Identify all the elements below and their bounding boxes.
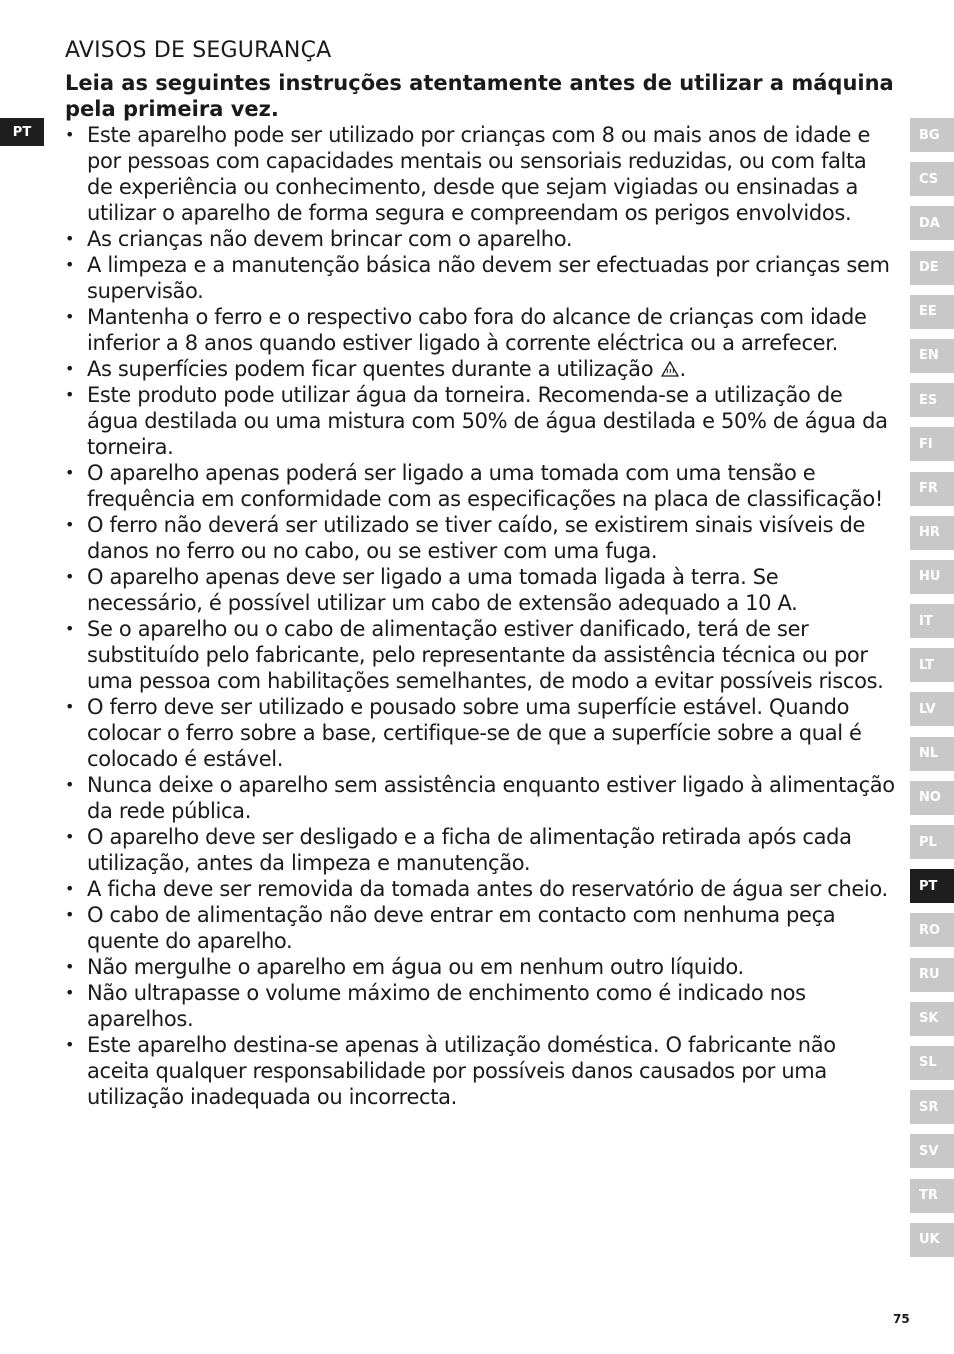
safety-list: [65, 122, 895, 1110]
lang-tab-lt[interactable]: LT: [910, 648, 954, 682]
list-item: [65, 512, 895, 564]
list-item: [65, 252, 895, 304]
lang-tab-ro[interactable]: RO: [910, 913, 954, 947]
safety-content: [65, 36, 895, 1110]
item-text: A limpeza e a manutenção básica não devem ser efectuadas por crianças sem supervisão.: [87, 253, 890, 303]
list-item: [65, 304, 895, 356]
item-text: O ferro deve ser utilizado e pousado sobre uma superfície estável. Quando colocar o ferro sobre a base, certifique-se de que a superfície sobre a qual é colocado é estável.: [87, 695, 862, 771]
lang-tab-tr[interactable]: TR: [910, 1179, 954, 1213]
list-item: [65, 460, 895, 512]
list-item: [65, 694, 895, 772]
list-item: [65, 824, 895, 876]
item-text: Este produto pode utilizar água da torneira. Recomenda-se a utilização de água destilada ou uma mistura com 50% de água destilada e 50% de água da torneira.: [87, 383, 888, 459]
item-text: Não ultrapasse o volume máximo de enchimento como é indicado nos aparelhos.: [87, 981, 806, 1031]
lang-tab-en[interactable]: EN: [910, 339, 954, 373]
lang-tab-it[interactable]: IT: [910, 604, 954, 638]
item-text: A ficha deve ser removida da tomada antes do reservatório de água ser cheio.: [87, 877, 888, 901]
lang-tab-de[interactable]: DE: [910, 251, 954, 285]
item-text: Nunca deixe o aparelho sem assistência enquanto estiver ligado à alimentação da rede pública.: [87, 773, 895, 823]
item-text: Este aparelho pode ser utilizado por crianças com 8 ou mais anos de idade e por pessoas com capacidades mentais ou sensoriais reduzidas, ou com falta de experiência ou conhecimento, desde que sejam vigiadas ou ensinadas a utilizar o aparelho de forma segura e compreendam os perigos envolvidos.: [87, 123, 871, 225]
lang-tab-da[interactable]: DA: [910, 206, 954, 240]
lang-tab-sv[interactable]: SV: [910, 1134, 954, 1168]
lang-tab-no[interactable]: NO: [910, 781, 954, 815]
list-item: [65, 616, 895, 694]
item-text: Este aparelho destina-se apenas à utilização doméstica. O fabricante não aceita qualquer responsabilidade por possíveis danos causados por uma utilização inadequada ou incorrecta.: [87, 1033, 836, 1109]
list-item: [65, 902, 895, 954]
lang-tab-ru[interactable]: RU: [910, 958, 954, 992]
item-text: O aparelho apenas deve ser ligado a uma tomada ligada à terra. Se necessário, é possível utilizar um cabo de extensão adequado a 10 A.: [87, 565, 798, 615]
lang-tab-lv[interactable]: LV: [910, 692, 954, 726]
intro-text: Leia as seguintes instruções atentamente antes de utilizar a máquina pela primeira vez.: [65, 71, 894, 121]
lang-tab-cs[interactable]: CS: [910, 162, 954, 196]
list-item: [65, 564, 895, 616]
item-text: Não mergulhe o aparelho em água ou em nenhum outro líquido.: [87, 955, 744, 979]
list-item: [65, 980, 895, 1032]
item-text: As crianças não devem brincar com o aparelho.: [87, 227, 573, 251]
lang-tab-fi[interactable]: FI: [910, 427, 954, 461]
list-item: [65, 954, 895, 980]
page-number: 75: [893, 1312, 910, 1326]
lang-tab-sr[interactable]: SR: [910, 1090, 954, 1124]
lang-tab-hr[interactable]: HR: [910, 516, 954, 550]
list-item: [65, 122, 895, 226]
lang-tab-pl[interactable]: PL: [910, 825, 954, 859]
lang-tab-bg[interactable]: BG: [910, 118, 954, 152]
current-language-tab: PT: [0, 118, 44, 146]
item-text: Mantenha o ferro e o respectivo cabo fora do alcance de crianças com idade inferior a 8 anos quando estiver ligado à corrente eléctrica ou a arrefecer.: [87, 305, 867, 355]
lang-tab-pt[interactable]: PT: [910, 869, 954, 903]
item-text: O aparelho apenas poderá ser ligado a uma tomada com uma tensão e frequência em conformidade com as especificações na placa de classificação!: [87, 461, 883, 511]
lang-tab-sl[interactable]: SL: [910, 1046, 954, 1080]
item-text: O cabo de alimentação não deve entrar em contacto com nenhuma peça quente do aparelho.: [87, 903, 836, 953]
item-text: Se o aparelho ou o cabo de alimentação estiver danificado, terá de ser substituído pelo fabricante, pelo representante da assistência técnica ou por uma pessoa com habilitações semelhantes, de modo a evitar possíveis riscos.: [87, 617, 884, 693]
item-text: As superfícies podem ficar quentes durante a utilização: [87, 357, 654, 381]
list-item: [65, 772, 895, 824]
lang-tab-nl[interactable]: NL: [910, 737, 954, 771]
hot-surface-warning-icon: [661, 361, 679, 377]
lang-tab-fr[interactable]: FR: [910, 472, 954, 506]
lang-tab-sk[interactable]: SK: [910, 1002, 954, 1036]
lang-tab-ee[interactable]: EE: [910, 295, 954, 329]
item-text: O aparelho deve ser desligado e a ficha de alimentação retirada após cada utilização, antes da limpeza e manutenção.: [87, 825, 852, 875]
lang-tab-uk[interactable]: UK: [910, 1223, 954, 1257]
list-item: [65, 1032, 895, 1110]
lang-tab-hu[interactable]: HU: [910, 560, 954, 594]
section-title: AVISOS DE SEGURANÇA: [65, 38, 332, 63]
list-item: [65, 226, 895, 252]
list-item: [65, 382, 895, 460]
lang-tab-es[interactable]: ES: [910, 383, 954, 417]
item-text: O ferro não deverá ser utilizado se tiver caído, se existirem sinais visíveis de danos no ferro ou no cabo, ou se estiver com uma fuga.: [87, 513, 866, 563]
language-nav: [910, 118, 954, 1267]
list-item: [65, 876, 895, 902]
list-item: • As superfícies podem ficar quentes durante a utilização .: [65, 356, 895, 382]
